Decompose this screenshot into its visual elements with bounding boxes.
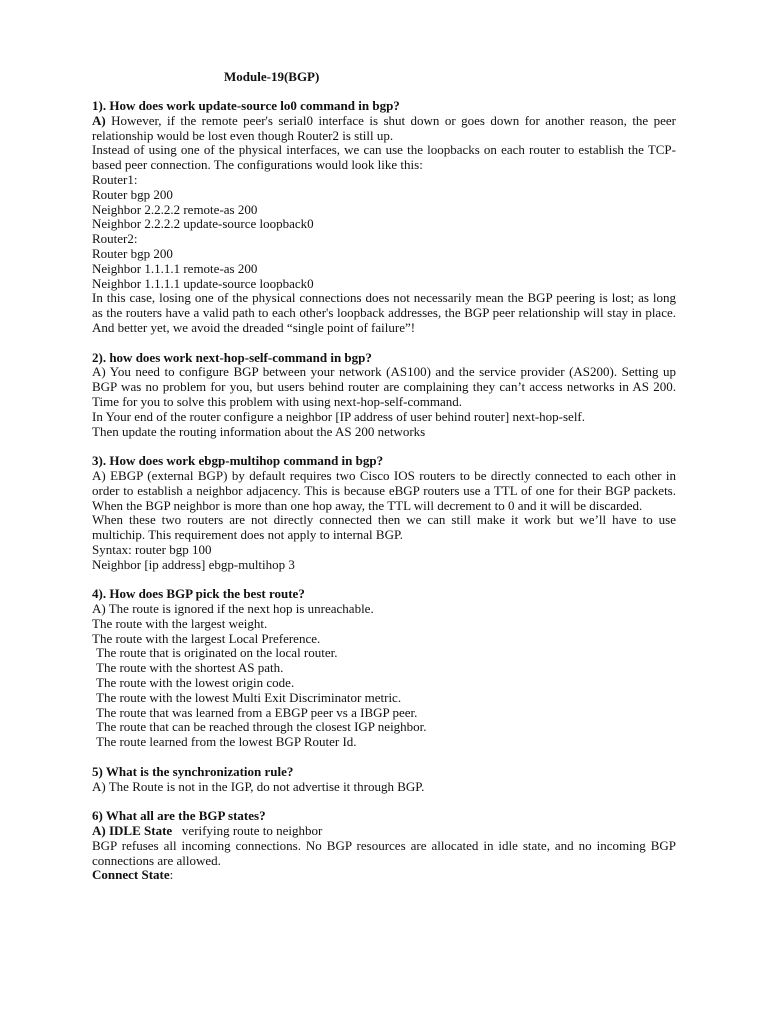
section-bgp-states bbox=[92, 809, 676, 883]
connect-state-label: Connect State bbox=[92, 867, 170, 883]
idle-state-paragraph: BGP refuses all incoming connections. No BGP resources are allocated in idle state, and no incoming BGP connections are allowed. bbox=[92, 837, 676, 868]
section-best-route bbox=[92, 587, 676, 750]
idle-state-line bbox=[92, 824, 676, 839]
section-update-source bbox=[92, 99, 676, 336]
syntax-line: Neighbor [ip address] ebgp-multihop 3 bbox=[92, 556, 295, 572]
page-title: Module-19(BGP) bbox=[224, 69, 320, 84]
idle-state-desc: verifying route to neighbor bbox=[181, 823, 323, 839]
answer-1-paragraph-1 bbox=[92, 114, 676, 144]
config-line: Router bgp 200 bbox=[92, 186, 173, 202]
answer-1-paragraph-3: In this case, losing one of the physical connections does not necessarily mean the BGP peering is lost; as long as the routers have a valid path to each other's loopback addresses, the BGP peer relationship will stay in place. And better yet, we avoid the dreaded “single point of failure”! bbox=[92, 290, 676, 335]
section-synchronization bbox=[92, 765, 676, 795]
list-item: The route with the shortest AS path. bbox=[96, 660, 284, 676]
question-6: 6) What all are the BGP states? bbox=[92, 808, 266, 824]
answer-2-paragraph-1: A) You need to configure BGP between your network (AS100) and the service provider (AS200). Setting up BGP was no problem for you, but users behind router are complaining they can’t access networks in AS 200. Time for you to solve this problem with using next-hop-self-command. bbox=[92, 364, 676, 409]
answer-1-text: However, if the remote peer's serial0 interface is shut down or goes down for another reason, the peer relationship would be lost even though Router2 is still up. bbox=[92, 112, 676, 143]
connect-state-colon: : bbox=[169, 867, 174, 883]
config-line: Router bgp 200 bbox=[92, 245, 173, 261]
list-item: The route with the lowest Multi Exit Discriminator metric. bbox=[96, 689, 402, 705]
answer-5: A) The Route is not in the IGP, do not advertise it through BGP. bbox=[92, 778, 425, 794]
config-line: Router1: bbox=[92, 171, 138, 187]
list-item: The route that is originated on the local router. bbox=[96, 645, 338, 661]
list-item: The route that can be reached through the closest IGP neighbor. bbox=[96, 719, 427, 735]
list-item: The route with the largest weight. bbox=[92, 615, 268, 631]
list-item: The route that was learned from a EBGP peer vs a IBGP peer. bbox=[96, 704, 418, 720]
list-item: The route with the largest Local Preference. bbox=[92, 630, 321, 646]
config-line: Neighbor 1.1.1.1 remote-as 200 bbox=[92, 260, 258, 276]
answer-2-paragraph-3: Then update the routing information about the AS 200 networks bbox=[92, 423, 426, 439]
idle-state-label: A) IDLE State bbox=[92, 823, 173, 839]
answer-3-paragraph-1: A) EBGP (external BGP) by default requires two Cisco IOS routers to be directly connected to each other in order to establish a neighbor adjacency. This is because eBGP routers use a TTL of one for their BGP packets. When the BGP neighbor is more than one hop away, the TTL will decrement to 0 and it will be discarded. bbox=[92, 467, 676, 513]
answer-2-paragraph-2: In Your end of the router configure a neighbor [IP address of user behind router] next-hop-self. bbox=[92, 408, 586, 424]
answer-1-paragraph-2: Instead of using one of the physical interfaces, we can use the loopbacks on each router to establish the TCP-based peer connection. The configurations would look like this: bbox=[92, 142, 676, 173]
answer-label: A) bbox=[92, 112, 106, 128]
list-item: A) The route is ignored if the next hop is unreachable. bbox=[92, 601, 374, 617]
syntax-line: Syntax: router bgp 100 bbox=[92, 541, 212, 557]
question-5: 5) What is the synchronization rule? bbox=[92, 763, 294, 779]
list-item: The route with the lowest origin code. bbox=[96, 675, 295, 691]
document-body bbox=[92, 99, 676, 898]
list-item: The route learned from the lowest BGP Router Id. bbox=[96, 734, 357, 750]
question-3: 3). How does work ebgp-multihop command in bgp? bbox=[92, 453, 384, 469]
question-4: 4). How does BGP pick the best route? bbox=[92, 586, 305, 602]
config-line: Neighbor 1.1.1.1 update-source loopback0 bbox=[92, 275, 314, 291]
question-1: 1). How does work update-source lo0 command in bgp? bbox=[92, 98, 400, 113]
question-2: 2). how does work next-hop-self-command in bgp? bbox=[92, 349, 372, 365]
section-next-hop-self bbox=[92, 351, 676, 440]
config-line: Neighbor 2.2.2.2 remote-as 200 bbox=[92, 201, 258, 217]
answer-3-paragraph-2: When these two routers are not directly connected then we can still make it work but we’ll have to use multichip. This requirement does not apply to internal BGP. bbox=[92, 512, 676, 543]
section-ebgp-multihop bbox=[92, 454, 676, 572]
connect-state-line bbox=[92, 868, 676, 883]
config-line: Router2: bbox=[92, 231, 138, 247]
config-line: Neighbor 2.2.2.2 update-source loopback0 bbox=[92, 216, 314, 232]
